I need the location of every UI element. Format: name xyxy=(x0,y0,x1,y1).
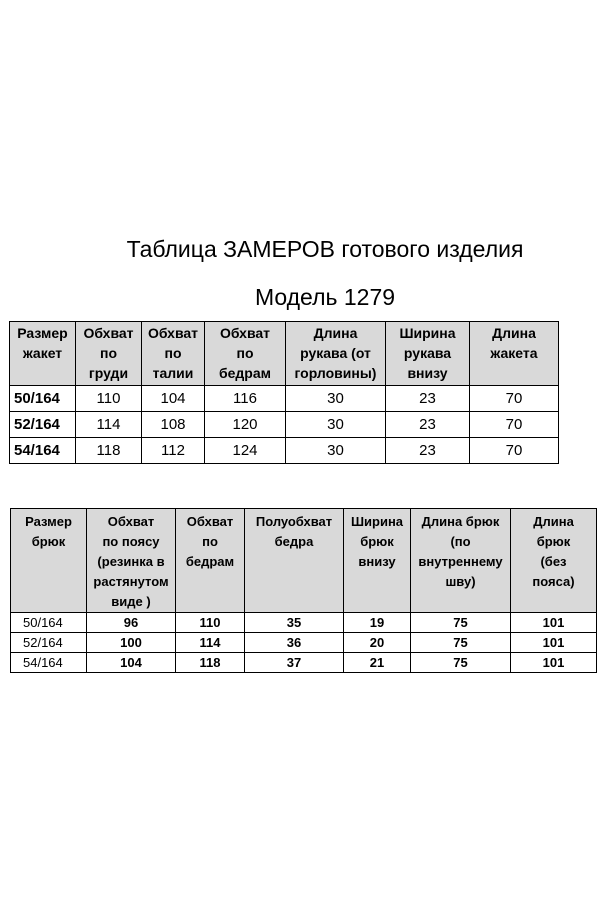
table-row xyxy=(10,412,559,438)
column-header-line: растянутом xyxy=(93,574,169,589)
measurement-cell: 36 xyxy=(245,633,344,653)
column-header-line: пояса) xyxy=(532,574,575,589)
table-row xyxy=(11,633,597,653)
measurement-cell: 23 xyxy=(386,438,470,464)
column-header-line: внутреннему xyxy=(418,554,503,569)
column-header-line: Обхват xyxy=(186,514,234,529)
column-header xyxy=(411,509,511,613)
table-header-row xyxy=(10,322,559,386)
column-header-line: виде ) xyxy=(111,594,151,609)
column-header xyxy=(205,322,286,386)
column-header-line: (по xyxy=(450,534,471,549)
column-header-line: по xyxy=(164,345,182,361)
measurement-cell: 70 xyxy=(470,412,559,438)
column-header-line: бедра xyxy=(274,534,314,549)
measurement-cell: 101 xyxy=(511,653,597,673)
column-header xyxy=(87,509,176,613)
table-row xyxy=(11,613,597,633)
column-header-line: Длина xyxy=(533,514,574,529)
column-header-line: по xyxy=(236,345,254,361)
measurement-cell: 110 xyxy=(176,613,245,633)
jacket-measurements-table xyxy=(9,321,559,464)
column-header-line: Обхват xyxy=(107,514,155,529)
pants-measurements-table xyxy=(10,508,597,673)
size-cell: 52/164 xyxy=(10,412,76,438)
column-header-line: Размер xyxy=(25,514,72,529)
measurement-cell: 35 xyxy=(245,613,344,633)
column-header-line: груди xyxy=(88,365,129,381)
measurement-cell: 30 xyxy=(286,438,386,464)
measurement-cell: 104 xyxy=(87,653,176,673)
size-cell: 52/164 xyxy=(11,633,87,653)
column-header-line: по поясу xyxy=(102,534,160,549)
title-line-2-model: Модель 1279 xyxy=(254,284,396,310)
column-header-line: горловины) xyxy=(294,365,377,381)
measurement-cell: 30 xyxy=(286,386,386,412)
column-header xyxy=(470,322,559,386)
column-header-line: внизу xyxy=(407,365,448,381)
column-header xyxy=(176,509,245,613)
measurement-cell: 118 xyxy=(76,438,142,464)
table-row xyxy=(11,653,597,673)
column-header xyxy=(386,322,470,386)
column-header xyxy=(10,322,76,386)
column-header-line: Длина xyxy=(313,325,358,341)
size-cell: 54/164 xyxy=(10,438,76,464)
column-header-line: бедрам xyxy=(185,554,235,569)
size-cell: 54/164 xyxy=(11,653,87,673)
measurement-cell: 110 xyxy=(76,386,142,412)
measurement-cell: 101 xyxy=(511,613,597,633)
column-header-line: жакета xyxy=(490,345,538,361)
table-row xyxy=(10,386,559,412)
measurement-cell: 70 xyxy=(470,386,559,412)
measurement-cell: 101 xyxy=(511,633,597,653)
measurement-cell: 104 xyxy=(142,386,205,412)
column-header-line: брюк xyxy=(360,534,394,549)
column-header-line: брюк xyxy=(31,534,66,549)
measurement-cell: 23 xyxy=(386,386,470,412)
column-header-line: (резинка в xyxy=(97,554,165,569)
measurement-cell: 114 xyxy=(176,633,245,653)
column-header-line: Длина xyxy=(492,325,536,341)
measurement-cell: 75 xyxy=(411,613,511,633)
measurement-cell: 108 xyxy=(142,412,205,438)
measurement-cell: 120 xyxy=(205,412,286,438)
size-cell: 50/164 xyxy=(10,386,76,412)
column-header-line: Обхват xyxy=(147,325,199,341)
column-header-line: брюк xyxy=(536,534,571,549)
column-header xyxy=(11,509,87,613)
measurement-cell: 20 xyxy=(344,633,411,653)
column-header-line: внизу xyxy=(358,554,396,569)
measurement-cell: 70 xyxy=(470,438,559,464)
measurement-cell: 100 xyxy=(87,633,176,653)
column-header-line: Длина брюк xyxy=(421,514,500,529)
measurement-cell: 23 xyxy=(386,412,470,438)
column-header-line: Ширина xyxy=(399,325,456,341)
size-cell: 50/164 xyxy=(11,613,87,633)
column-header xyxy=(286,322,386,386)
column-header xyxy=(76,322,142,386)
column-header-line: по xyxy=(99,345,117,361)
measurement-cell: 114 xyxy=(76,412,142,438)
column-header-line: (без xyxy=(540,554,567,569)
column-header-line: рукава (от xyxy=(300,345,371,361)
column-header xyxy=(344,509,411,613)
measurement-cell: 21 xyxy=(344,653,411,673)
column-header xyxy=(245,509,344,613)
column-header-line: по xyxy=(202,534,218,549)
measurement-cell: 37 xyxy=(245,653,344,673)
column-header-line: Обхват xyxy=(83,325,134,341)
measurement-cell: 112 xyxy=(142,438,205,464)
measurement-cell: 124 xyxy=(205,438,286,464)
title-line-1: Таблица ЗАМЕРОВ готового изделия xyxy=(126,236,524,262)
table-header-row xyxy=(11,509,597,613)
column-header-line: шву) xyxy=(445,574,476,589)
column-header-line: бедрам xyxy=(218,365,271,381)
measurement-cell: 96 xyxy=(87,613,176,633)
column-header-line: Ширина xyxy=(350,514,404,529)
column-header-line: рукава xyxy=(403,345,452,361)
measurement-cell: 75 xyxy=(411,633,511,653)
column-header xyxy=(511,509,597,613)
measurement-cell: 30 xyxy=(286,412,386,438)
column-header-line: талии xyxy=(152,365,194,381)
column-header-line: Полуобхват xyxy=(255,514,333,529)
table-row xyxy=(10,438,559,464)
column-header-line: жакет xyxy=(22,345,63,361)
measurement-cell: 75 xyxy=(411,653,511,673)
measurement-cell: 19 xyxy=(344,613,411,633)
column-header-line: Размер xyxy=(17,325,68,341)
measurement-cell: 116 xyxy=(205,386,286,412)
measurement-cell: 118 xyxy=(176,653,245,673)
column-header xyxy=(142,322,205,386)
column-header-line: Обхват xyxy=(219,325,271,341)
